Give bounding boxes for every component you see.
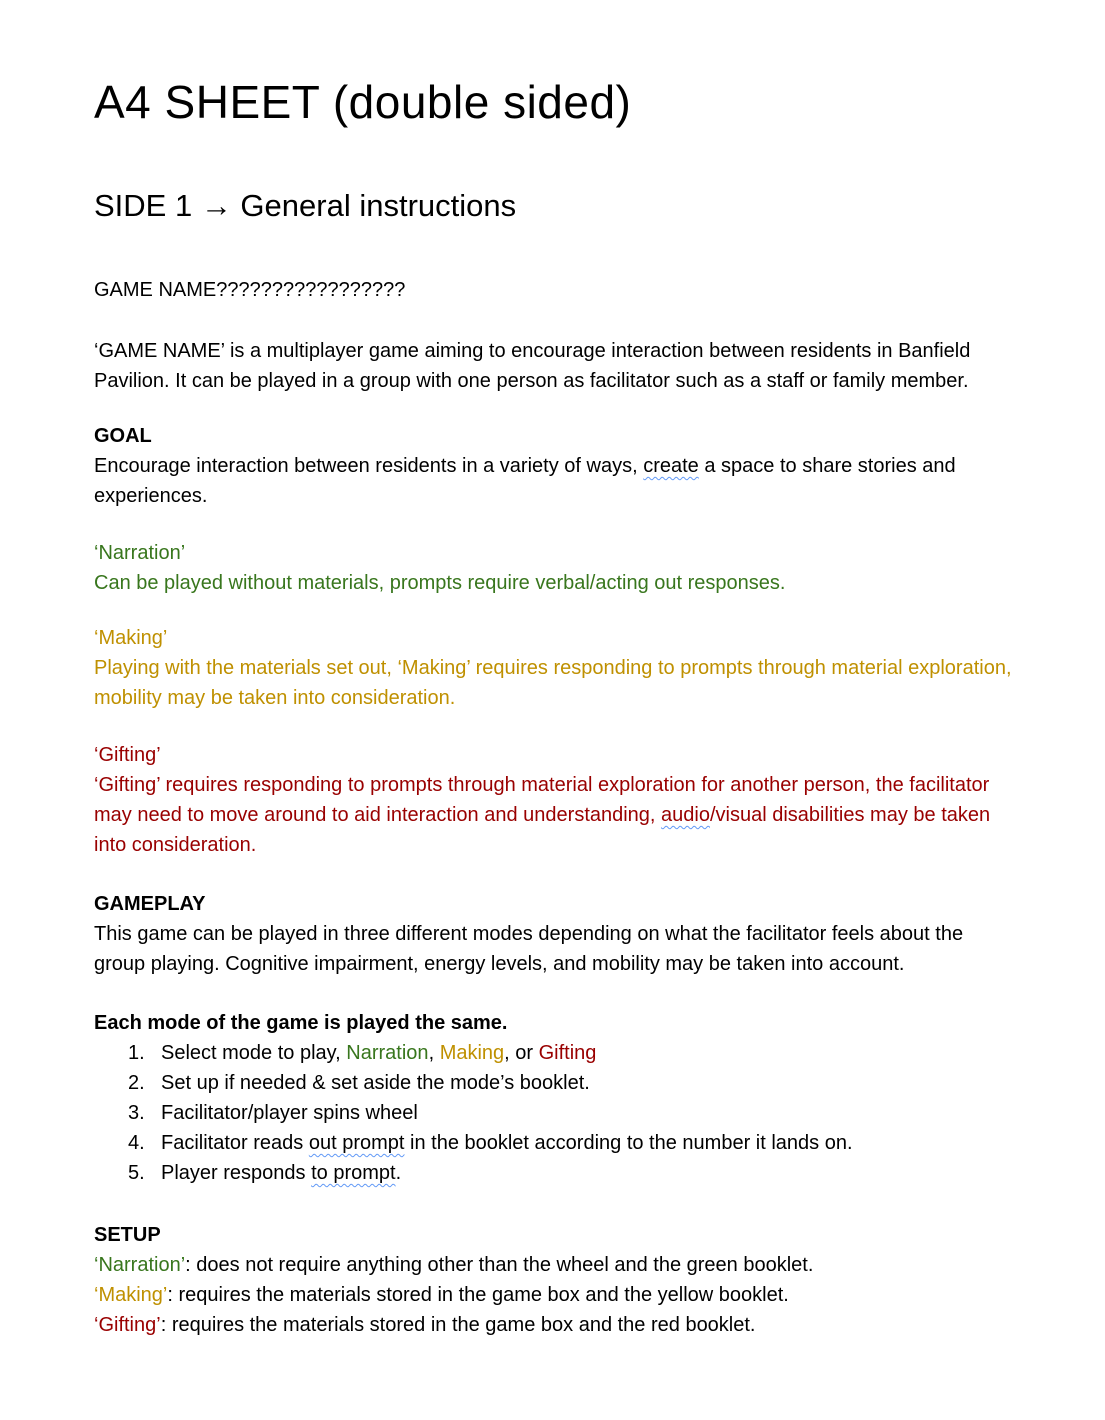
gifting-mode-word: Gifting <box>538 1042 597 1064</box>
setup-line-narration <box>94 1254 813 1276</box>
making-section <box>94 623 1012 713</box>
side1-heading: SIDE 1 → General instructions <box>94 188 517 223</box>
making-mode-title: ‘Making’ <box>94 627 168 649</box>
step-number: 1. <box>128 1042 145 1064</box>
spellcheck-flagged-phrase[interactable]: to prompt <box>311 1162 396 1184</box>
modes-heading: Each mode of the game is played the same. <box>94 1012 508 1034</box>
gameplay-label: GAMEPLAY <box>94 893 206 915</box>
gifting-mode-title: ‘Gifting’ <box>94 744 161 766</box>
setup-section <box>94 1220 1012 1340</box>
gameplay-section <box>94 889 1012 979</box>
setup-gifting-rest: : requires the materials stored in the game box and the red booklet. <box>160 1314 756 1336</box>
list-item-step-1 <box>94 1038 1012 1068</box>
intro-paragraph: ‘GAME NAME’ is a multiplayer game aiming to encourage interaction between residents in Banfield Pavilion. It can be played in a group with one person as facilitator such as a staff or family member. <box>94 340 971 392</box>
goal-text-before: Encourage interaction between residents in a variety of ways, <box>94 455 644 477</box>
document-title: A4 SHEET (double sided) <box>94 76 632 128</box>
setup-line-making <box>94 1284 789 1306</box>
step1-text-before: Select mode to play, <box>161 1042 347 1064</box>
step-text: Set up if needed & set aside the mode’s booklet. <box>161 1072 590 1094</box>
spellcheck-flagged-word[interactable]: audio <box>661 804 710 826</box>
narration-mode-word: ‘Narration’ <box>94 1254 186 1276</box>
goal-label: GOAL <box>94 425 152 447</box>
list-item-step-5 <box>94 1158 1012 1188</box>
game-name-query-line: GAME NAME????????????????? <box>94 279 406 301</box>
step4-text-after: in the booklet according to the number it lands on. <box>404 1132 853 1154</box>
step-text <box>161 1038 596 1068</box>
setup-line-gifting <box>94 1314 756 1336</box>
step1-separator: , <box>428 1042 440 1064</box>
narration-mode-body: Can be played without materials, prompts require verbal/acting out responses. <box>94 572 786 594</box>
list-item-step-3 <box>94 1098 1012 1128</box>
narration-mode-word: Narration <box>346 1042 429 1064</box>
setup-narration-rest: : does not require anything other than the wheel and the green booklet. <box>185 1254 814 1276</box>
setup-making-rest: : requires the materials stored in the game box and the yellow booklet. <box>167 1284 789 1306</box>
goal-section <box>94 421 1012 511</box>
step-number: 3. <box>128 1102 145 1124</box>
gameplay-body: This game can be played in three different modes depending on what the facilitator feels about the group playing. Cognitive impairment, energy levels, and mobility may be taken into account. <box>94 923 964 975</box>
step5-text-before: Player responds <box>161 1162 312 1184</box>
step-text <box>161 1128 853 1158</box>
making-mode-word: Making <box>439 1042 505 1064</box>
narration-mode-title: ‘Narration’ <box>94 542 186 564</box>
list-item-step-2 <box>94 1068 1012 1098</box>
gifting-text-before: ‘Gifting’ requires responding to prompts through material exploration for another person, the facilitator may need to move around to aid interaction and understanding, <box>94 774 990 826</box>
making-mode-word: ‘Making’ <box>94 1284 168 1306</box>
step1-separator: , or <box>504 1042 539 1064</box>
gameplay-steps-list <box>94 1038 1012 1188</box>
step-number: 2. <box>128 1072 145 1094</box>
narration-section <box>94 538 1012 598</box>
spellcheck-flagged-phrase[interactable]: out prompt <box>308 1132 405 1154</box>
setup-label: SETUP <box>94 1224 161 1246</box>
spellcheck-flagged-word[interactable]: create <box>643 455 699 477</box>
gifting-mode-word: ‘Gifting’ <box>94 1314 161 1336</box>
step4-text-before: Facilitator reads <box>161 1132 309 1154</box>
gifting-text-after: /visual disabilities may be taken into consideration. <box>94 804 991 856</box>
step-text: Facilitator/player spins wheel <box>161 1102 418 1124</box>
step-number: 5. <box>128 1162 145 1184</box>
step-number: 4. <box>128 1132 145 1154</box>
step-text <box>161 1158 401 1188</box>
making-mode-body: Playing with the materials set out, ‘Making’ requires responding to prompts through material exploration, mobility may be taken into consideration. <box>94 657 1012 709</box>
goal-text-after: a space to share stories and experiences. <box>94 455 956 507</box>
step5-text-after: . <box>395 1162 402 1184</box>
list-item-step-4 <box>94 1128 1012 1158</box>
gifting-section <box>94 740 1012 860</box>
